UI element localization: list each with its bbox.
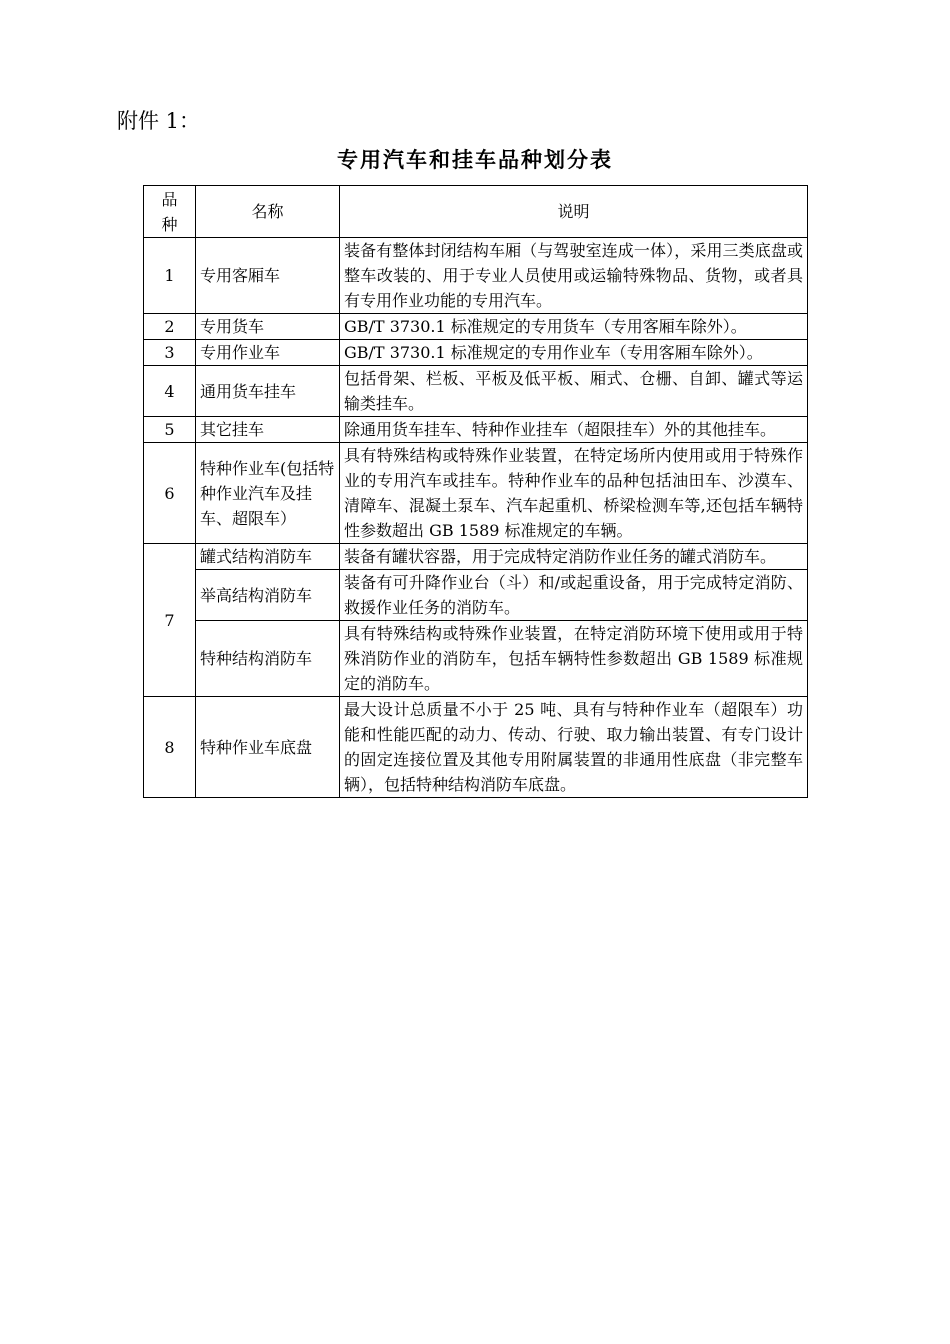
row-code: 8: [144, 697, 196, 798]
row-desc: 包括骨架、栏板、平板及低平板、厢式、仓栅、自卸、罐式等运输类挂车。: [340, 366, 808, 417]
row-name: 专用作业车: [196, 340, 340, 366]
row-name: 特种作业车底盘: [196, 697, 340, 798]
classification-table: [143, 185, 808, 798]
row-code: 6: [144, 443, 196, 544]
row-desc: 装备有整体封闭结构车厢（与驾驶室连成一体），采用三类底盘或整车改装的、用于专业人员使用或运输特殊物品、货物，或者具有专用作业功能的专用汽车。: [340, 238, 808, 314]
header-desc: 说明: [340, 186, 808, 238]
row-code: 5: [144, 417, 196, 443]
table-row: [144, 697, 808, 798]
row-desc: GB/T 3730.1 标准规定的专用作业车（专用客厢车除外）。: [340, 340, 808, 366]
row-name: 专用货车: [196, 314, 340, 340]
table-row: [144, 340, 808, 366]
row-name: 专用客厢车: [196, 238, 340, 314]
row-desc: 具有特殊结构或特殊作业装置，在特定消防环境下使用或用于特殊消防作业的消防车，包括车辆特性参数超出 GB 1589 标准规定的消防车。: [340, 621, 808, 697]
row-desc: 最大设计总质量不小于 25 吨、具有与特种作业车（超限车）功能和性能匹配的动力、传动、行驶、取力输出装置、有专门设计的固定连接位置及其他专用附属装置的非通用性底盘（非完整车辆），包括特种结构消防车底盘。: [340, 697, 808, 798]
row-code: 1: [144, 238, 196, 314]
row-name: 其它挂车: [196, 417, 340, 443]
row-code: 2: [144, 314, 196, 340]
row-name: 举高结构消防车: [196, 570, 340, 621]
attachment-label: 附件 1：: [117, 109, 201, 133]
table-row: [144, 238, 808, 314]
row-name: 特种作业车(包括特种作业汽车及挂车、超限车）: [196, 443, 340, 544]
row-desc: 装备有罐状容器，用于完成特定消防作业任务的罐式消防车。: [340, 544, 808, 570]
row-name: 特种结构消防车: [196, 621, 340, 697]
row-name: 通用货车挂车: [196, 366, 340, 417]
row-code: 3: [144, 340, 196, 366]
row-desc: 除通用货车挂车、特种作业挂车（超限挂车）外的其他挂车。: [340, 417, 808, 443]
table-row: [144, 544, 808, 570]
table-header-row: [144, 186, 808, 238]
table-row: [144, 443, 808, 544]
header-code-line1: 品: [161, 189, 178, 209]
header-code: [144, 186, 196, 238]
document-title: 专用汽车和挂车品种划分表: [337, 148, 613, 172]
row-name: 罐式结构消防车: [196, 544, 340, 570]
table-subrow: [144, 621, 808, 697]
row-code: 4: [144, 366, 196, 417]
row-code: 7: [144, 544, 196, 697]
table-row: [144, 366, 808, 417]
table-row: [144, 314, 808, 340]
row-desc: 装备有可升降作业台（斗）和/或起重设备，用于完成特定消防、救援作业任务的消防车。: [340, 570, 808, 621]
table-row: [144, 417, 808, 443]
header-name: 名称: [196, 186, 340, 238]
row-desc: GB/T 3730.1 标准规定的专用货车（专用客厢车除外）。: [340, 314, 808, 340]
row-desc: 具有特殊结构或特殊作业装置，在特定场所内使用或用于特殊作业的专用汽车或挂车。特种作业车的品种包括油田车、沙漠车、清障车、混凝土泵车、汽车起重机、桥梁检测车等,还包括车辆特性参数超出 GB 1589 标准规定的车辆。: [340, 443, 808, 544]
header-code-line2: 种: [161, 214, 178, 234]
table-subrow: [144, 570, 808, 621]
